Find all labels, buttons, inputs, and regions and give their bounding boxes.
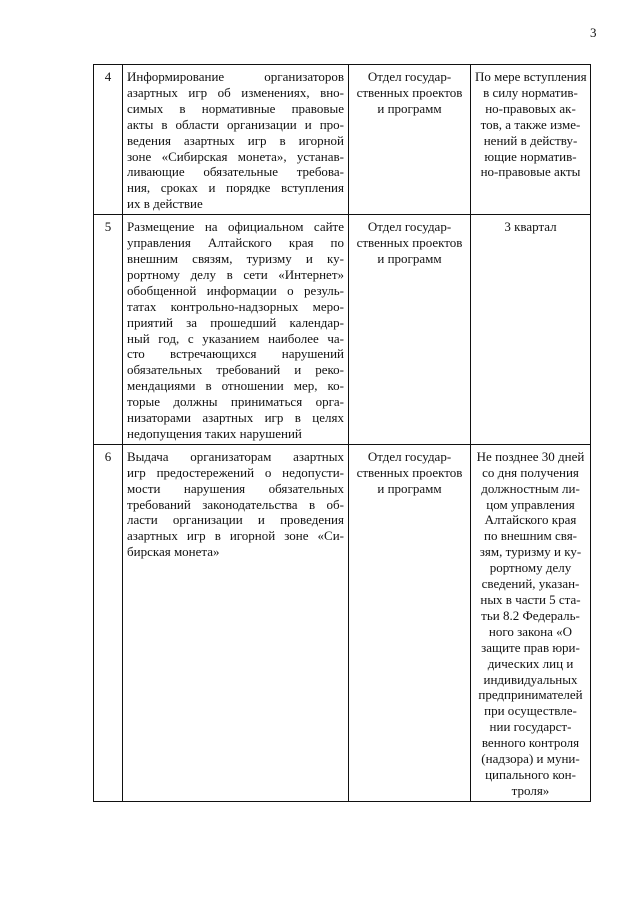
responsible-unit-line: и программ	[377, 250, 442, 266]
responsible-unit-line: Отдел государ-	[367, 448, 452, 464]
deadline-line: но-правовых ак-	[485, 100, 576, 116]
responsible-unit-line: ственных проектов	[356, 235, 463, 251]
deadline-line: по внешним свя-	[483, 528, 578, 544]
responsible-unit-line: Отдел государ-	[367, 69, 452, 84]
measure-description-line: недопущения таких нарушений	[127, 425, 302, 441]
deadline-line: венного контроля	[481, 735, 580, 751]
deadline-line: Алтайского края	[484, 512, 577, 528]
deadline	[471, 215, 591, 445]
measure-description-line: ливающие обязательные требова-	[127, 164, 344, 180]
measure-description-line: требований законодательства в об-	[127, 496, 344, 512]
deadline-line: но-правовые акты	[480, 164, 581, 180]
measure-description-line: управления Алтайского края по	[127, 235, 344, 251]
deadline-line: предпринимателей	[478, 687, 583, 703]
responsible-unit	[349, 215, 471, 445]
deadline-line: По мере вступления	[475, 69, 587, 84]
deadline-line: ципального кон-	[485, 766, 576, 782]
measure-description-line: мости нарушения обязательных	[127, 480, 344, 496]
deadline-line: при осуществле-	[484, 703, 577, 719]
deadline-line: должностным ли-	[481, 480, 580, 496]
deadline-line: ного закона «О	[488, 623, 573, 639]
deadline-line: защите прав юри-	[481, 639, 580, 655]
measure-description-line: ный год, с указанием наиболее ча-	[127, 330, 344, 346]
measure-description	[123, 65, 349, 215]
measure-description-line: низаторами азартных игр в целях	[127, 410, 344, 426]
responsible-unit-line: ственных проектов	[356, 464, 463, 480]
deadline-line: рортному делу	[489, 560, 572, 576]
deadline	[471, 444, 591, 801]
deadline-line: нии государст-	[489, 719, 572, 735]
measure-description-line: бирская монета»	[127, 544, 220, 560]
row-number: 6	[94, 444, 123, 801]
row-number: 5	[94, 215, 123, 445]
measure-description-line: татах контрольно-надзорных меро-	[127, 298, 344, 314]
measure-description-line: их в действие	[127, 196, 203, 212]
measure-description-line: ласти организации и проведения	[127, 512, 344, 528]
measure-description-line: Выдача организаторам азартных	[127, 448, 344, 464]
measure-description-line: симых в нормативные правовые	[127, 100, 344, 116]
deadline-line: нений в действу-	[483, 132, 578, 148]
measure-description-line: акты в области организации и про-	[127, 116, 344, 132]
deadline-line: со дня получения	[482, 464, 579, 480]
deadline-line: цом управления	[486, 496, 575, 512]
deadline-line: троля»	[511, 782, 550, 798]
deadline-line: 3 квартал	[504, 219, 557, 235]
table-row	[94, 444, 591, 801]
deadline-line: дических лиц и	[487, 655, 574, 671]
deadline	[471, 65, 591, 215]
deadline-line: ющие норматив-	[484, 148, 577, 164]
table-row	[94, 215, 591, 445]
responsible-unit-line: и программ	[377, 100, 442, 116]
responsible-unit	[349, 65, 471, 215]
measure-description-line: ния, сроках и порядке вступления	[127, 180, 344, 196]
responsible-unit	[349, 444, 471, 801]
deadline-line: (надзора) и муни-	[481, 751, 580, 767]
deadline-line: зям, туризму и ку-	[479, 544, 582, 560]
measure-description-line: обобщенной информации о резуль-	[127, 282, 344, 298]
measure-description-line: сто встречающихся нарушений	[127, 346, 344, 362]
table-row	[94, 65, 591, 215]
measure-description-line: приятий за прошедший календар-	[127, 314, 344, 330]
deadline-line: сведений, указан-	[481, 576, 580, 592]
measure-description-line: внешним связям, туризму и ку-	[127, 250, 344, 266]
responsible-unit-line: ственных проектов	[356, 84, 463, 100]
measure-description-line: Информирование организаторов	[127, 69, 344, 84]
measure-description-line: обязательных требований и реко-	[127, 362, 344, 378]
measure-description-line: мендациями в отношении мер, ко-	[127, 378, 344, 394]
responsible-unit-line: и программ	[377, 480, 442, 496]
responsible-unit-line: Отдел государ-	[367, 219, 452, 235]
plan-table-body	[94, 65, 591, 802]
measure-description-line: зоне «Сибирская монета», устанав-	[127, 148, 344, 164]
measure-description-line: игр предостережений о недопусти-	[127, 464, 344, 480]
page-number: 3	[590, 25, 597, 40]
deadline-line: тьи 8.2 Федераль-	[481, 607, 580, 623]
measure-description	[123, 444, 349, 801]
deadline-line: тов, а также изме-	[480, 116, 581, 132]
deadline-line: индивидуальных	[483, 671, 578, 687]
measure-description	[123, 215, 349, 445]
measure-description-line: торые должны приниматься орга-	[127, 394, 344, 410]
deadline-line: Не позднее 30 дней	[476, 448, 585, 464]
measure-description-line: рортному делу в сети «Интернет»	[127, 266, 344, 282]
row-number: 4	[94, 65, 123, 215]
measure-description-line: ведения азартных игр в игорной	[127, 132, 344, 148]
measure-description-line: азартных игр об изменениях, вно-	[127, 84, 344, 100]
deadline-line: ных в части 5 ста-	[480, 592, 581, 607]
deadline-line: в силу норматив-	[483, 84, 578, 100]
measure-description-line: азартных игр в игорной зоне «Си-	[127, 528, 344, 544]
plan-table	[93, 64, 591, 802]
measure-description-line: Размещение на официальном сайте	[127, 219, 344, 235]
